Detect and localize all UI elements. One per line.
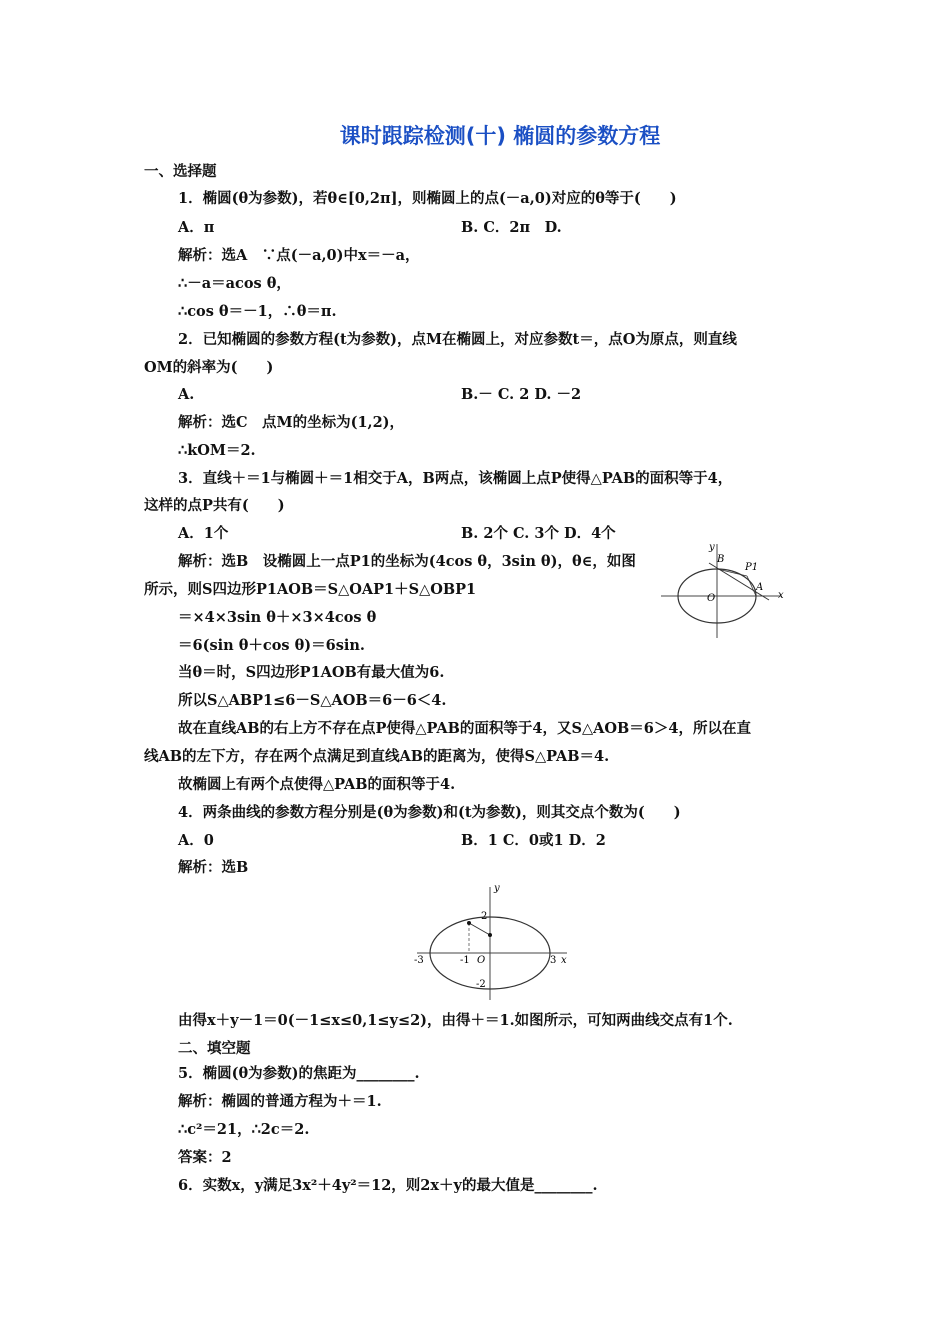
q1-solution-line3: ∴cos θ＝－1，∴θ＝π. (178, 303, 337, 320)
q1-stem: 1．椭圆(θ为参数)，若θ∈[0,2π]，则椭圆上的点(－a,0)对应的θ等于( ) (178, 190, 677, 207)
q6-stem: 6．实数x，y满足3x²＋4y²＝12，则2x＋y的最大值是________. (178, 1177, 598, 1194)
q3-label-b: B (717, 554, 725, 565)
q4-stem: 4．两条曲线的参数方程分别是(θ为参数)和(t为参数)，则其交点个数为( ) (178, 804, 681, 821)
q5-solution-line2: ∴c²＝21，∴2c＝2. (178, 1121, 310, 1138)
q3-solution-line4: ＝6(sin θ＋cos θ)＝6sin. (178, 637, 365, 654)
q3-solution-line7: 故在直线AB的右上方不存在点P使得△PAB的面积等于4，又S△AOB＝6＞4，所以在直 (178, 720, 751, 737)
q4-options-bcd: B．1 C．0或1 D．2 (461, 832, 606, 849)
q3-solution-line8: 线AB的左下方，存在两个点满足到直线AB的距离为，使得S△PAB＝4. (144, 748, 610, 765)
q3-solution-line5: 当θ＝时，S四边形P1AOB有最大值为6. (178, 664, 445, 681)
q3-stem-line2: 这样的点P共有( ) (144, 497, 285, 514)
q5-stem: 5．椭圆(θ为参数)的焦距为________. (178, 1065, 420, 1082)
q3-solution-line2: 所示，则S四边形P1AOB＝S△OAP1＋S△OBP1 (144, 581, 477, 598)
q4-label-o: O (477, 955, 486, 966)
q4-label-x: x (561, 955, 567, 966)
q1-option-a: A．π (178, 219, 215, 236)
q2-stem-line1: 2．已知椭圆的参数方程(t为参数)，点M在椭圆上，对应参数t＝，点O为原点，则直线 (178, 331, 737, 348)
q3-solution-line9: 故椭圆上有两个点使得△PAB的面积等于4. (178, 776, 456, 793)
section-heading-choice: 一、选择题 (144, 163, 217, 180)
q1-solution-line2: ∴－a＝acos θ， (178, 275, 291, 292)
q2-options-bcd: B.－ C. 2 D. －2 (461, 386, 582, 403)
q4-ellipse-figure (412, 883, 572, 1003)
q3-stem-line1: 3．直线＋＝1与椭圆＋＝1相交于A，B两点，该椭圆上点P使得△PAB的面积等于4， (178, 470, 733, 487)
q3-label-p1: P1 (745, 562, 759, 573)
q3-solution-line3: ＝×4×3sin θ＋×3×4cos θ (178, 609, 377, 626)
q4-label-y: y (494, 883, 500, 894)
q4-line-segment (469, 923, 490, 935)
q3-segment-p1a (747, 576, 756, 596)
q3-ellipse-figure (655, 538, 795, 643)
q1-options-bcd: B. C．2π D. (461, 219, 562, 236)
q4-option-a: A．0 (178, 832, 214, 849)
q4-solution-line2: 由得x＋y－1＝0(－1≤x≤0,1≤y≤2)，由得＋＝1.如图所示，可知两曲线交点有1个. (178, 1012, 733, 1029)
q3-solution-line6: 所以S△ABP1≤6－S△AOB＝6－6＜4. (178, 692, 447, 709)
q4-label-neg3: -3 (414, 955, 424, 966)
q4-label-3: 3 (550, 955, 557, 966)
q4-endpoint (488, 933, 492, 937)
q3-label-a: A (756, 582, 764, 593)
q2-solution-line2: ∴kOM＝2. (178, 442, 256, 459)
q4-intersection-point (467, 921, 471, 925)
q3-option-a: A．1个 (178, 525, 229, 542)
q3-options-bcd: B. 2个 C. 3个 D．4个 (461, 525, 616, 542)
q3-label-y: y (709, 542, 715, 553)
q3-label-o: O (707, 593, 716, 604)
q2-solution-line1: 解析：选C 点M的坐标为(1,2)， (178, 414, 405, 431)
q3-solution-line1: 解析：选B 设椭圆上一点P1的坐标为(4cos θ，3sin θ)，θ∈，如图 (178, 553, 636, 570)
q5-solution-line1: 解析：椭圆的普通方程为＋＝1. (178, 1093, 382, 1110)
page-title: 课时跟踪检测(十) 椭圆的参数方程 (339, 124, 661, 148)
q3-label-x: x (778, 590, 784, 601)
q2-stem-line2: OM的斜率为( ) (144, 359, 274, 376)
q4-label-2: 2 (481, 911, 488, 922)
q4-solution-line1: 解析：选B (178, 859, 249, 876)
section-heading-fill: 二、填空题 (178, 1040, 251, 1057)
q2-option-a: A. (178, 386, 195, 403)
q5-answer: 答案：2 (178, 1149, 232, 1166)
q4-label-neg1: -1 (460, 955, 470, 966)
q3-segment-bp1 (717, 569, 747, 576)
q1-solution-line1: 解析：选A ∵点(－a,0)中x＝－a， (178, 247, 420, 264)
q4-label-neg2: -2 (476, 979, 486, 990)
